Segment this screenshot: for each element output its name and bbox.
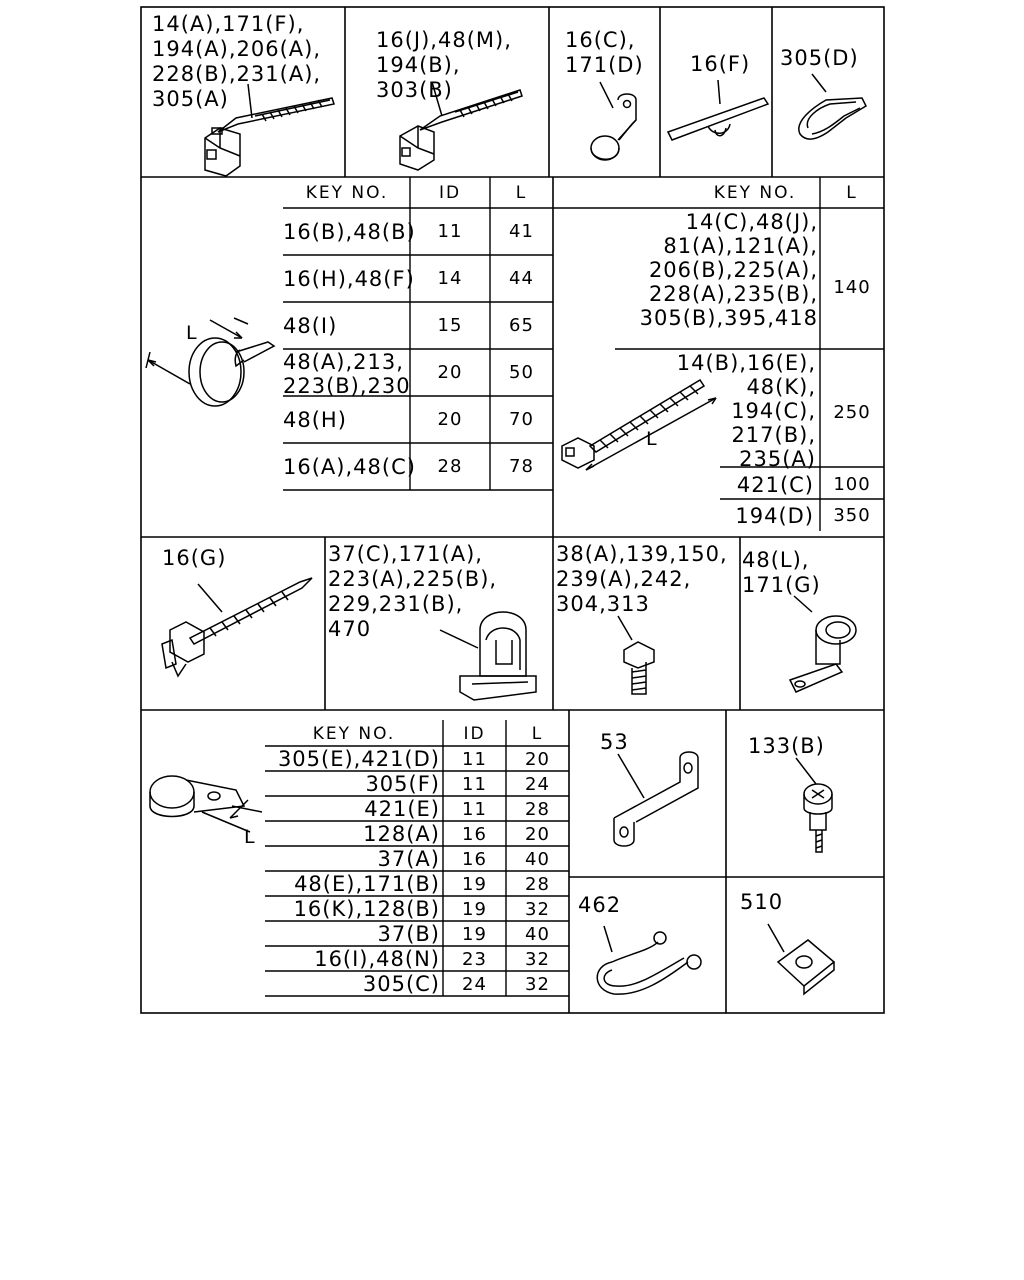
table-c-id: 19 [462, 899, 487, 920]
table-c-l: 32 [525, 949, 550, 970]
table-c-id: 11 [462, 749, 487, 770]
table-b-key: 14(C),48(J), 81(A),121(A), 206(B),225(A), 228(A),235(B), 305(B),395,418 [639, 210, 818, 330]
part-label-l-bracket: 53 [600, 730, 629, 754]
table-a-l: 44 [509, 268, 534, 289]
table-a-header-key: KEY NO. [305, 183, 389, 203]
table-a-id: 14 [437, 268, 463, 289]
part-label-p-clip: 16(C), 171(D) [565, 28, 644, 77]
table-a-key: 16(A),48(C) [283, 455, 416, 479]
table-a-l: 65 [509, 315, 534, 336]
table-c-l: 28 [525, 874, 550, 895]
table-c-id: 16 [462, 849, 487, 870]
part-label-flat-strap: 16(F) [690, 52, 751, 76]
table-a-dimension-label: L [186, 322, 197, 344]
hex-bolt-drawing [618, 616, 654, 694]
table-c-key: 128(A) [363, 822, 440, 846]
table-c-header-key: KEY NO. [312, 724, 396, 744]
table-a-header-id: ID [438, 183, 462, 203]
l-bracket-drawing [614, 752, 698, 846]
part-label-push-clip: 37(C),171(A), 223(A),225(B), 229,231(B), 470 [328, 542, 498, 641]
table-b-dimension-label: L [646, 428, 657, 450]
part-label-cable-tie-j: 16(J),48(M), 194(B), 303(B) [376, 28, 512, 102]
flat-strap-clip-drawing [668, 80, 768, 140]
table-c-id: 19 [462, 924, 487, 945]
table-c-key: 16(K),128(B) [293, 897, 440, 921]
table-c-header-id: ID [463, 724, 486, 744]
table-a-id: 28 [437, 456, 463, 477]
part-label-cable-tie-a: 14(A),171(F), 194(A),206(A), 228(B),231(A), 305(A) [152, 12, 322, 111]
table-b-key: 14(B),16(E), 48(K), 194(C), 217(B), 235(A) [676, 351, 816, 471]
phillips-screw-drawing [796, 758, 832, 852]
table-c-header-l: L [531, 724, 544, 744]
table-c-key: 37(B) [377, 922, 440, 946]
table-c-key: 305(E),421(D) [277, 747, 440, 771]
table-c-id: 11 [462, 799, 487, 820]
table-b-l: 100 [833, 474, 871, 495]
table-b-header-l: L [846, 183, 858, 203]
table-c-l: 32 [525, 899, 550, 920]
bracket-clamp-drawing [790, 596, 856, 692]
table-a-l: 70 [509, 409, 534, 430]
table-a-l: 41 [509, 221, 534, 242]
table-c-key: 305(C) [362, 972, 440, 996]
table-c-l: 40 [525, 924, 550, 945]
table-c-l: 20 [525, 749, 550, 770]
table-b-l: 140 [833, 277, 871, 298]
part-label-spiral-clip: 305(D) [780, 46, 859, 70]
table-c-dimension-label: L [244, 826, 255, 848]
table-c-l: 28 [525, 799, 550, 820]
table-a-id: 20 [437, 362, 463, 383]
part-label-hex-bolt: 38(A),139,150, 239(A),242, 304,313 [556, 542, 728, 616]
table-a-header-l: L [515, 183, 528, 203]
table-b-key: 421(C) [736, 473, 814, 497]
table-b-l: 250 [833, 402, 871, 423]
table-c-key: 37(A) [377, 847, 440, 871]
part-label-loop-cord: 462 [578, 893, 622, 917]
table-a-key: 16(B),48(B) [283, 220, 416, 244]
table-c-l: 32 [525, 974, 550, 995]
spiral-clip-drawing [799, 74, 866, 139]
table-c-id: 11 [462, 774, 487, 795]
table-c-key: 48(E),171(B) [294, 872, 440, 896]
table-b-key: 194(D) [735, 504, 814, 528]
table-a-l: 50 [509, 362, 534, 383]
table-a-id: 15 [437, 315, 463, 336]
square-nut-drawing [768, 924, 834, 994]
table-b-l: 350 [833, 505, 871, 526]
table-a-key: 48(H) [283, 408, 347, 432]
table-c-l: 24 [525, 774, 550, 795]
table-c-id: 16 [462, 824, 487, 845]
table-c-key: 305(F) [365, 772, 440, 796]
loop-cord-drawing [597, 926, 701, 994]
table-a-id: 11 [437, 221, 463, 242]
table-a-key: 48(I) [283, 314, 338, 338]
table-b-header-key: KEY NO. [713, 183, 797, 203]
table-c-key: 16(I),48(N) [314, 947, 440, 971]
part-label-square-nut: 510 [740, 890, 784, 914]
table-c-id: 19 [462, 874, 487, 895]
part-label-phillips-screw: 133(B) [748, 734, 825, 758]
table-a-l: 78 [509, 456, 534, 477]
p-clip-drawing [591, 82, 636, 160]
table-c-id: 24 [462, 974, 487, 995]
cable-tie-anchor-drawing [162, 578, 312, 676]
table-a-key: 16(H),48(F) [283, 267, 415, 291]
table-c-l: 40 [525, 849, 550, 870]
table-a-id: 20 [437, 409, 463, 430]
table-a-key: 48(A),213, 223(B),230 [283, 350, 411, 398]
table-c-key: 421(E) [364, 797, 440, 821]
part-label-bracket-clamp: 48(L), 171(G) [742, 548, 821, 597]
table-c-id: 23 [462, 949, 487, 970]
part-label-anchor-tie: 16(G) [162, 546, 227, 570]
band-clamp-drawing [146, 318, 274, 406]
p-clamp-drawing [150, 776, 262, 832]
table-c-l: 20 [525, 824, 550, 845]
